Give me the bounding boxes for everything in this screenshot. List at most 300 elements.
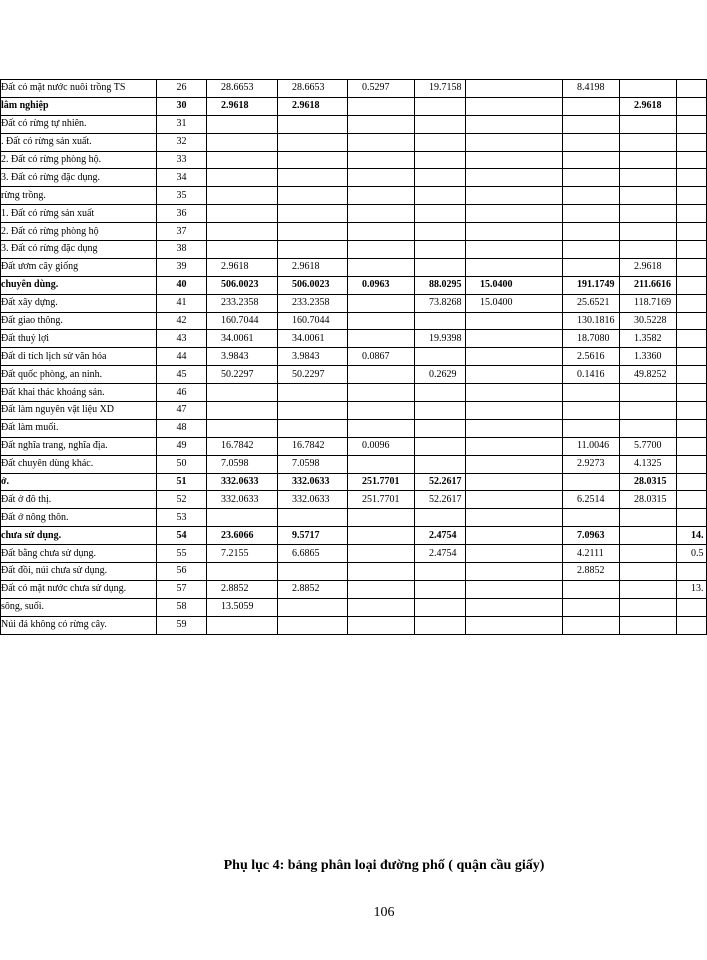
value-cell: 23.6066	[207, 527, 278, 545]
row-code-cell: 36	[157, 205, 207, 223]
table-row	[1, 598, 707, 616]
value-cell	[620, 616, 677, 634]
value-cell: 191.1749	[563, 276, 620, 294]
value-cell	[415, 348, 466, 366]
value-cell	[415, 312, 466, 330]
table-row	[1, 580, 707, 598]
value-cell	[348, 294, 415, 312]
value-cell	[348, 563, 415, 581]
value-cell	[348, 455, 415, 473]
value-cell: 233.2358	[278, 294, 348, 312]
value-cell	[348, 402, 415, 420]
value-cell	[415, 133, 466, 151]
table-row	[1, 294, 707, 312]
value-cell: 251.7701	[348, 473, 415, 491]
table-row	[1, 366, 707, 384]
table-row	[1, 616, 707, 634]
value-cell	[348, 258, 415, 276]
value-cell: 0.0963	[348, 276, 415, 294]
value-cell: 7.2155	[207, 545, 278, 563]
value-cell	[677, 419, 707, 437]
value-cell: 2.9273	[563, 455, 620, 473]
value-cell: 332.0633	[278, 473, 348, 491]
value-cell	[466, 223, 563, 241]
row-name-cell: 2. Đất có rừng phòng hộ.	[1, 151, 157, 169]
table-row	[1, 527, 707, 545]
value-cell: 0.0867	[348, 348, 415, 366]
value-cell	[278, 563, 348, 581]
value-cell	[466, 205, 563, 223]
value-cell	[677, 223, 707, 241]
value-cell	[348, 241, 415, 259]
table-body	[1, 80, 707, 635]
value-cell: 2.9618	[207, 258, 278, 276]
value-cell	[620, 563, 677, 581]
value-cell	[677, 133, 707, 151]
table-row	[1, 169, 707, 187]
value-cell	[466, 509, 563, 527]
table-row	[1, 509, 707, 527]
row-name-cell: Đất ươm cây giống	[1, 258, 157, 276]
value-cell	[677, 330, 707, 348]
value-cell	[207, 509, 278, 527]
row-code-cell: 35	[157, 187, 207, 205]
value-cell	[466, 419, 563, 437]
table-row	[1, 473, 707, 491]
value-cell	[677, 294, 707, 312]
value-cell	[563, 151, 620, 169]
table-row	[1, 455, 707, 473]
value-cell	[466, 616, 563, 634]
value-cell: 6.2514	[563, 491, 620, 509]
value-cell	[207, 223, 278, 241]
value-cell: 52.2617	[415, 491, 466, 509]
value-cell: 30.5228	[620, 312, 677, 330]
value-cell	[278, 187, 348, 205]
value-cell: 506.0023	[278, 276, 348, 294]
value-cell: 49.8252	[620, 366, 677, 384]
row-code-cell: 26	[157, 80, 207, 98]
value-cell	[620, 80, 677, 98]
value-cell	[563, 419, 620, 437]
value-cell	[677, 384, 707, 402]
value-cell	[677, 169, 707, 187]
value-cell	[207, 419, 278, 437]
value-cell	[415, 97, 466, 115]
value-cell	[415, 169, 466, 187]
value-cell: 2.4754	[415, 545, 466, 563]
value-cell	[348, 598, 415, 616]
value-cell	[207, 563, 278, 581]
value-cell	[563, 473, 620, 491]
value-cell	[415, 616, 466, 634]
value-cell	[415, 187, 466, 205]
row-name-cell: Đất quốc phòng, an ninh.	[1, 366, 157, 384]
value-cell	[677, 348, 707, 366]
value-cell: 332.0633	[207, 473, 278, 491]
value-cell: 211.6616	[620, 276, 677, 294]
row-code-cell: 55	[157, 545, 207, 563]
value-cell	[415, 258, 466, 276]
table-row	[1, 563, 707, 581]
value-cell	[563, 133, 620, 151]
value-cell: 15.0400	[466, 276, 563, 294]
value-cell: 7.0598	[207, 455, 278, 473]
value-cell: 251.7701	[348, 491, 415, 509]
value-cell	[677, 187, 707, 205]
value-cell	[466, 491, 563, 509]
value-cell	[677, 473, 707, 491]
value-cell	[466, 545, 563, 563]
row-name-cell: Đất đồi, núi chưa sử dụng.	[1, 563, 157, 581]
value-cell	[348, 97, 415, 115]
value-cell	[207, 205, 278, 223]
value-cell	[207, 133, 278, 151]
row-code-cell: 49	[157, 437, 207, 455]
value-cell	[415, 563, 466, 581]
value-cell	[348, 115, 415, 133]
row-code-cell: 59	[157, 616, 207, 634]
value-cell	[207, 187, 278, 205]
row-code-cell: 43	[157, 330, 207, 348]
value-cell: 7.0598	[278, 455, 348, 473]
value-cell	[466, 455, 563, 473]
value-cell	[563, 241, 620, 259]
row-name-cell: Đất di tích lịch sử văn hóa	[1, 348, 157, 366]
table-row	[1, 205, 707, 223]
row-name-cell: Đất ở nông thôn.	[1, 509, 157, 527]
value-cell: 233.2358	[207, 294, 278, 312]
value-cell	[466, 402, 563, 420]
value-cell	[348, 169, 415, 187]
value-cell	[466, 241, 563, 259]
value-cell	[348, 616, 415, 634]
row-name-cell: lâm nghiệp	[1, 97, 157, 115]
value-cell	[278, 151, 348, 169]
table-row	[1, 115, 707, 133]
value-cell: 18.7080	[563, 330, 620, 348]
row-name-cell: Đất có mặt nước chưa sử dụng.	[1, 580, 157, 598]
value-cell: 2.9618	[207, 97, 278, 115]
value-cell	[348, 419, 415, 437]
value-cell	[207, 169, 278, 187]
value-cell	[563, 169, 620, 187]
value-cell: 28.0315	[620, 473, 677, 491]
value-cell	[620, 384, 677, 402]
value-cell: 0.0096	[348, 437, 415, 455]
value-cell	[620, 419, 677, 437]
value-cell	[620, 545, 677, 563]
value-cell	[415, 241, 466, 259]
row-name-cell: 3. Đất có rừng đặc dụng	[1, 241, 157, 259]
value-cell	[677, 258, 707, 276]
value-cell	[563, 509, 620, 527]
value-cell	[677, 437, 707, 455]
value-cell	[466, 97, 563, 115]
value-cell	[620, 241, 677, 259]
value-cell	[207, 241, 278, 259]
value-cell	[563, 115, 620, 133]
row-code-cell: 32	[157, 133, 207, 151]
value-cell	[677, 241, 707, 259]
value-cell	[466, 187, 563, 205]
value-cell: 5.7700	[620, 437, 677, 455]
row-name-cell: chưa sử dụng.	[1, 527, 157, 545]
value-cell: 160.7044	[207, 312, 278, 330]
row-code-cell: 31	[157, 115, 207, 133]
value-cell	[466, 563, 563, 581]
table-row	[1, 187, 707, 205]
table-row	[1, 437, 707, 455]
row-code-cell: 57	[157, 580, 207, 598]
row-code-cell: 46	[157, 384, 207, 402]
value-cell	[563, 205, 620, 223]
value-cell: 28.0315	[620, 491, 677, 509]
table-row	[1, 133, 707, 151]
value-cell	[466, 527, 563, 545]
value-cell: 16.7842	[278, 437, 348, 455]
value-cell: 19.7158	[415, 80, 466, 98]
value-cell: 14.	[677, 527, 707, 545]
value-cell	[278, 402, 348, 420]
value-cell	[677, 491, 707, 509]
appendix-caption: Phụ lục 4: bảng phân loại đường phố ( quận cầu giấy)	[223, 858, 545, 873]
row-name-cell: Đất có rừng tự nhiên.	[1, 115, 157, 133]
value-cell: 3.9843	[207, 348, 278, 366]
table-row	[1, 545, 707, 563]
value-cell: 28.6653	[207, 80, 278, 98]
value-cell: 2.4754	[415, 527, 466, 545]
row-code-cell: 38	[157, 241, 207, 259]
land-use-table-wrapper	[0, 79, 704, 635]
value-cell	[563, 97, 620, 115]
row-code-cell: 42	[157, 312, 207, 330]
table-row	[1, 419, 707, 437]
value-cell: 2.8852	[563, 563, 620, 581]
value-cell: 0.5297	[348, 80, 415, 98]
value-cell	[563, 384, 620, 402]
value-cell	[466, 115, 563, 133]
appendix-caption-container	[0, 856, 700, 874]
value-cell	[677, 312, 707, 330]
value-cell	[466, 384, 563, 402]
row-code-cell: 54	[157, 527, 207, 545]
row-name-cell: Đất nghĩa trang, nghĩa địa.	[1, 437, 157, 455]
value-cell	[348, 187, 415, 205]
value-cell: 25.6521	[563, 294, 620, 312]
value-cell	[207, 115, 278, 133]
value-cell	[278, 598, 348, 616]
row-name-cell: ở.	[1, 473, 157, 491]
row-code-cell: 44	[157, 348, 207, 366]
table-row	[1, 330, 707, 348]
row-name-cell: Đất ở đô thị.	[1, 491, 157, 509]
value-cell: 2.9618	[620, 97, 677, 115]
value-cell	[563, 258, 620, 276]
value-cell	[466, 169, 563, 187]
row-name-cell: 2. Đất có rừng phòng hộ	[1, 223, 157, 241]
value-cell	[466, 366, 563, 384]
value-cell	[677, 563, 707, 581]
value-cell	[348, 509, 415, 527]
value-cell: 0.2629	[415, 366, 466, 384]
value-cell: 34.0061	[207, 330, 278, 348]
value-cell	[348, 133, 415, 151]
row-name-cell: Đất có mặt nước nuôi trồng TS	[1, 80, 157, 98]
value-cell	[466, 330, 563, 348]
row-name-cell: Đất bằng chưa sử dụng.	[1, 545, 157, 563]
row-code-cell: 52	[157, 491, 207, 509]
value-cell	[677, 115, 707, 133]
value-cell: 6.6865	[278, 545, 348, 563]
value-cell	[563, 616, 620, 634]
value-cell	[620, 151, 677, 169]
row-code-cell: 47	[157, 402, 207, 420]
value-cell: 13.5059	[207, 598, 278, 616]
value-cell	[563, 187, 620, 205]
value-cell	[348, 205, 415, 223]
value-cell: 160.7044	[278, 312, 348, 330]
row-name-cell: rừng trồng.	[1, 187, 157, 205]
value-cell	[677, 509, 707, 527]
value-cell	[415, 437, 466, 455]
row-name-cell: Đất làm muối.	[1, 419, 157, 437]
value-cell: 8.4198	[563, 80, 620, 98]
row-code-cell: 58	[157, 598, 207, 616]
row-code-cell: 51	[157, 473, 207, 491]
row-code-cell: 56	[157, 563, 207, 581]
value-cell	[278, 419, 348, 437]
table-row	[1, 312, 707, 330]
value-cell	[278, 241, 348, 259]
value-cell	[348, 580, 415, 598]
value-cell	[278, 115, 348, 133]
value-cell: 19.9398	[415, 330, 466, 348]
value-cell	[466, 437, 563, 455]
value-cell	[677, 598, 707, 616]
value-cell	[278, 133, 348, 151]
row-code-cell: 45	[157, 366, 207, 384]
value-cell	[278, 169, 348, 187]
value-cell	[415, 151, 466, 169]
value-cell	[677, 205, 707, 223]
value-cell: 50.2297	[278, 366, 348, 384]
value-cell	[677, 276, 707, 294]
value-cell	[620, 509, 677, 527]
value-cell	[466, 133, 563, 151]
value-cell	[415, 455, 466, 473]
row-name-cell: Đất khai thác khoáng sản.	[1, 384, 157, 402]
row-name-cell: . Đất có rừng sản xuất.	[1, 133, 157, 151]
value-cell: 118.7169	[620, 294, 677, 312]
value-cell	[466, 80, 563, 98]
value-cell	[466, 312, 563, 330]
table-row	[1, 80, 707, 98]
value-cell	[278, 205, 348, 223]
row-name-cell: Đất giao thông.	[1, 312, 157, 330]
value-cell: 4.2111	[563, 545, 620, 563]
row-code-cell: 30	[157, 97, 207, 115]
value-cell	[278, 509, 348, 527]
value-cell	[415, 205, 466, 223]
row-code-cell: 48	[157, 419, 207, 437]
row-name-cell: sông, suối.	[1, 598, 157, 616]
value-cell	[466, 151, 563, 169]
value-cell	[278, 616, 348, 634]
value-cell	[415, 580, 466, 598]
value-cell	[415, 419, 466, 437]
value-cell: 332.0633	[207, 491, 278, 509]
value-cell	[466, 348, 563, 366]
value-cell	[620, 402, 677, 420]
value-cell: 88.0295	[415, 276, 466, 294]
row-code-cell: 33	[157, 151, 207, 169]
value-cell	[207, 384, 278, 402]
value-cell	[415, 402, 466, 420]
value-cell	[348, 151, 415, 169]
table-row	[1, 241, 707, 259]
value-cell	[415, 509, 466, 527]
value-cell	[620, 187, 677, 205]
value-cell	[466, 258, 563, 276]
table-row	[1, 348, 707, 366]
value-cell: 2.8852	[207, 580, 278, 598]
value-cell	[466, 473, 563, 491]
value-cell: 1.3582	[620, 330, 677, 348]
value-cell	[677, 80, 707, 98]
value-cell: 9.5717	[278, 527, 348, 545]
value-cell	[677, 97, 707, 115]
value-cell: 13.	[677, 580, 707, 598]
row-name-cell: Đất chuyên dùng khác.	[1, 455, 157, 473]
value-cell: 1.3360	[620, 348, 677, 366]
value-cell	[278, 223, 348, 241]
row-code-cell: 41	[157, 294, 207, 312]
value-cell: 130.1816	[563, 312, 620, 330]
table-row	[1, 276, 707, 294]
value-cell: 2.9618	[278, 258, 348, 276]
value-cell	[563, 598, 620, 616]
value-cell	[348, 312, 415, 330]
table-row	[1, 151, 707, 169]
value-cell: 52.2617	[415, 473, 466, 491]
value-cell	[466, 598, 563, 616]
value-cell	[677, 402, 707, 420]
value-cell	[415, 115, 466, 133]
value-cell	[207, 402, 278, 420]
value-cell: 2.9618	[278, 97, 348, 115]
value-cell: 50.2297	[207, 366, 278, 384]
row-code-cell: 37	[157, 223, 207, 241]
value-cell	[620, 527, 677, 545]
value-cell: 506.0023	[207, 276, 278, 294]
row-name-cell: Đất làm nguyên vật liệu XD	[1, 402, 157, 420]
value-cell	[620, 598, 677, 616]
value-cell	[348, 366, 415, 384]
row-name-cell: 3. Đất có rừng đặc dụng.	[1, 169, 157, 187]
table-row	[1, 402, 707, 420]
value-cell: 2.8852	[278, 580, 348, 598]
row-code-cell: 50	[157, 455, 207, 473]
value-cell: 2.5616	[563, 348, 620, 366]
value-cell: 0.5	[677, 545, 707, 563]
row-code-cell: 53	[157, 509, 207, 527]
value-cell	[278, 384, 348, 402]
row-name-cell: chuyên dùng.	[1, 276, 157, 294]
value-cell	[415, 384, 466, 402]
value-cell	[620, 205, 677, 223]
value-cell	[348, 223, 415, 241]
